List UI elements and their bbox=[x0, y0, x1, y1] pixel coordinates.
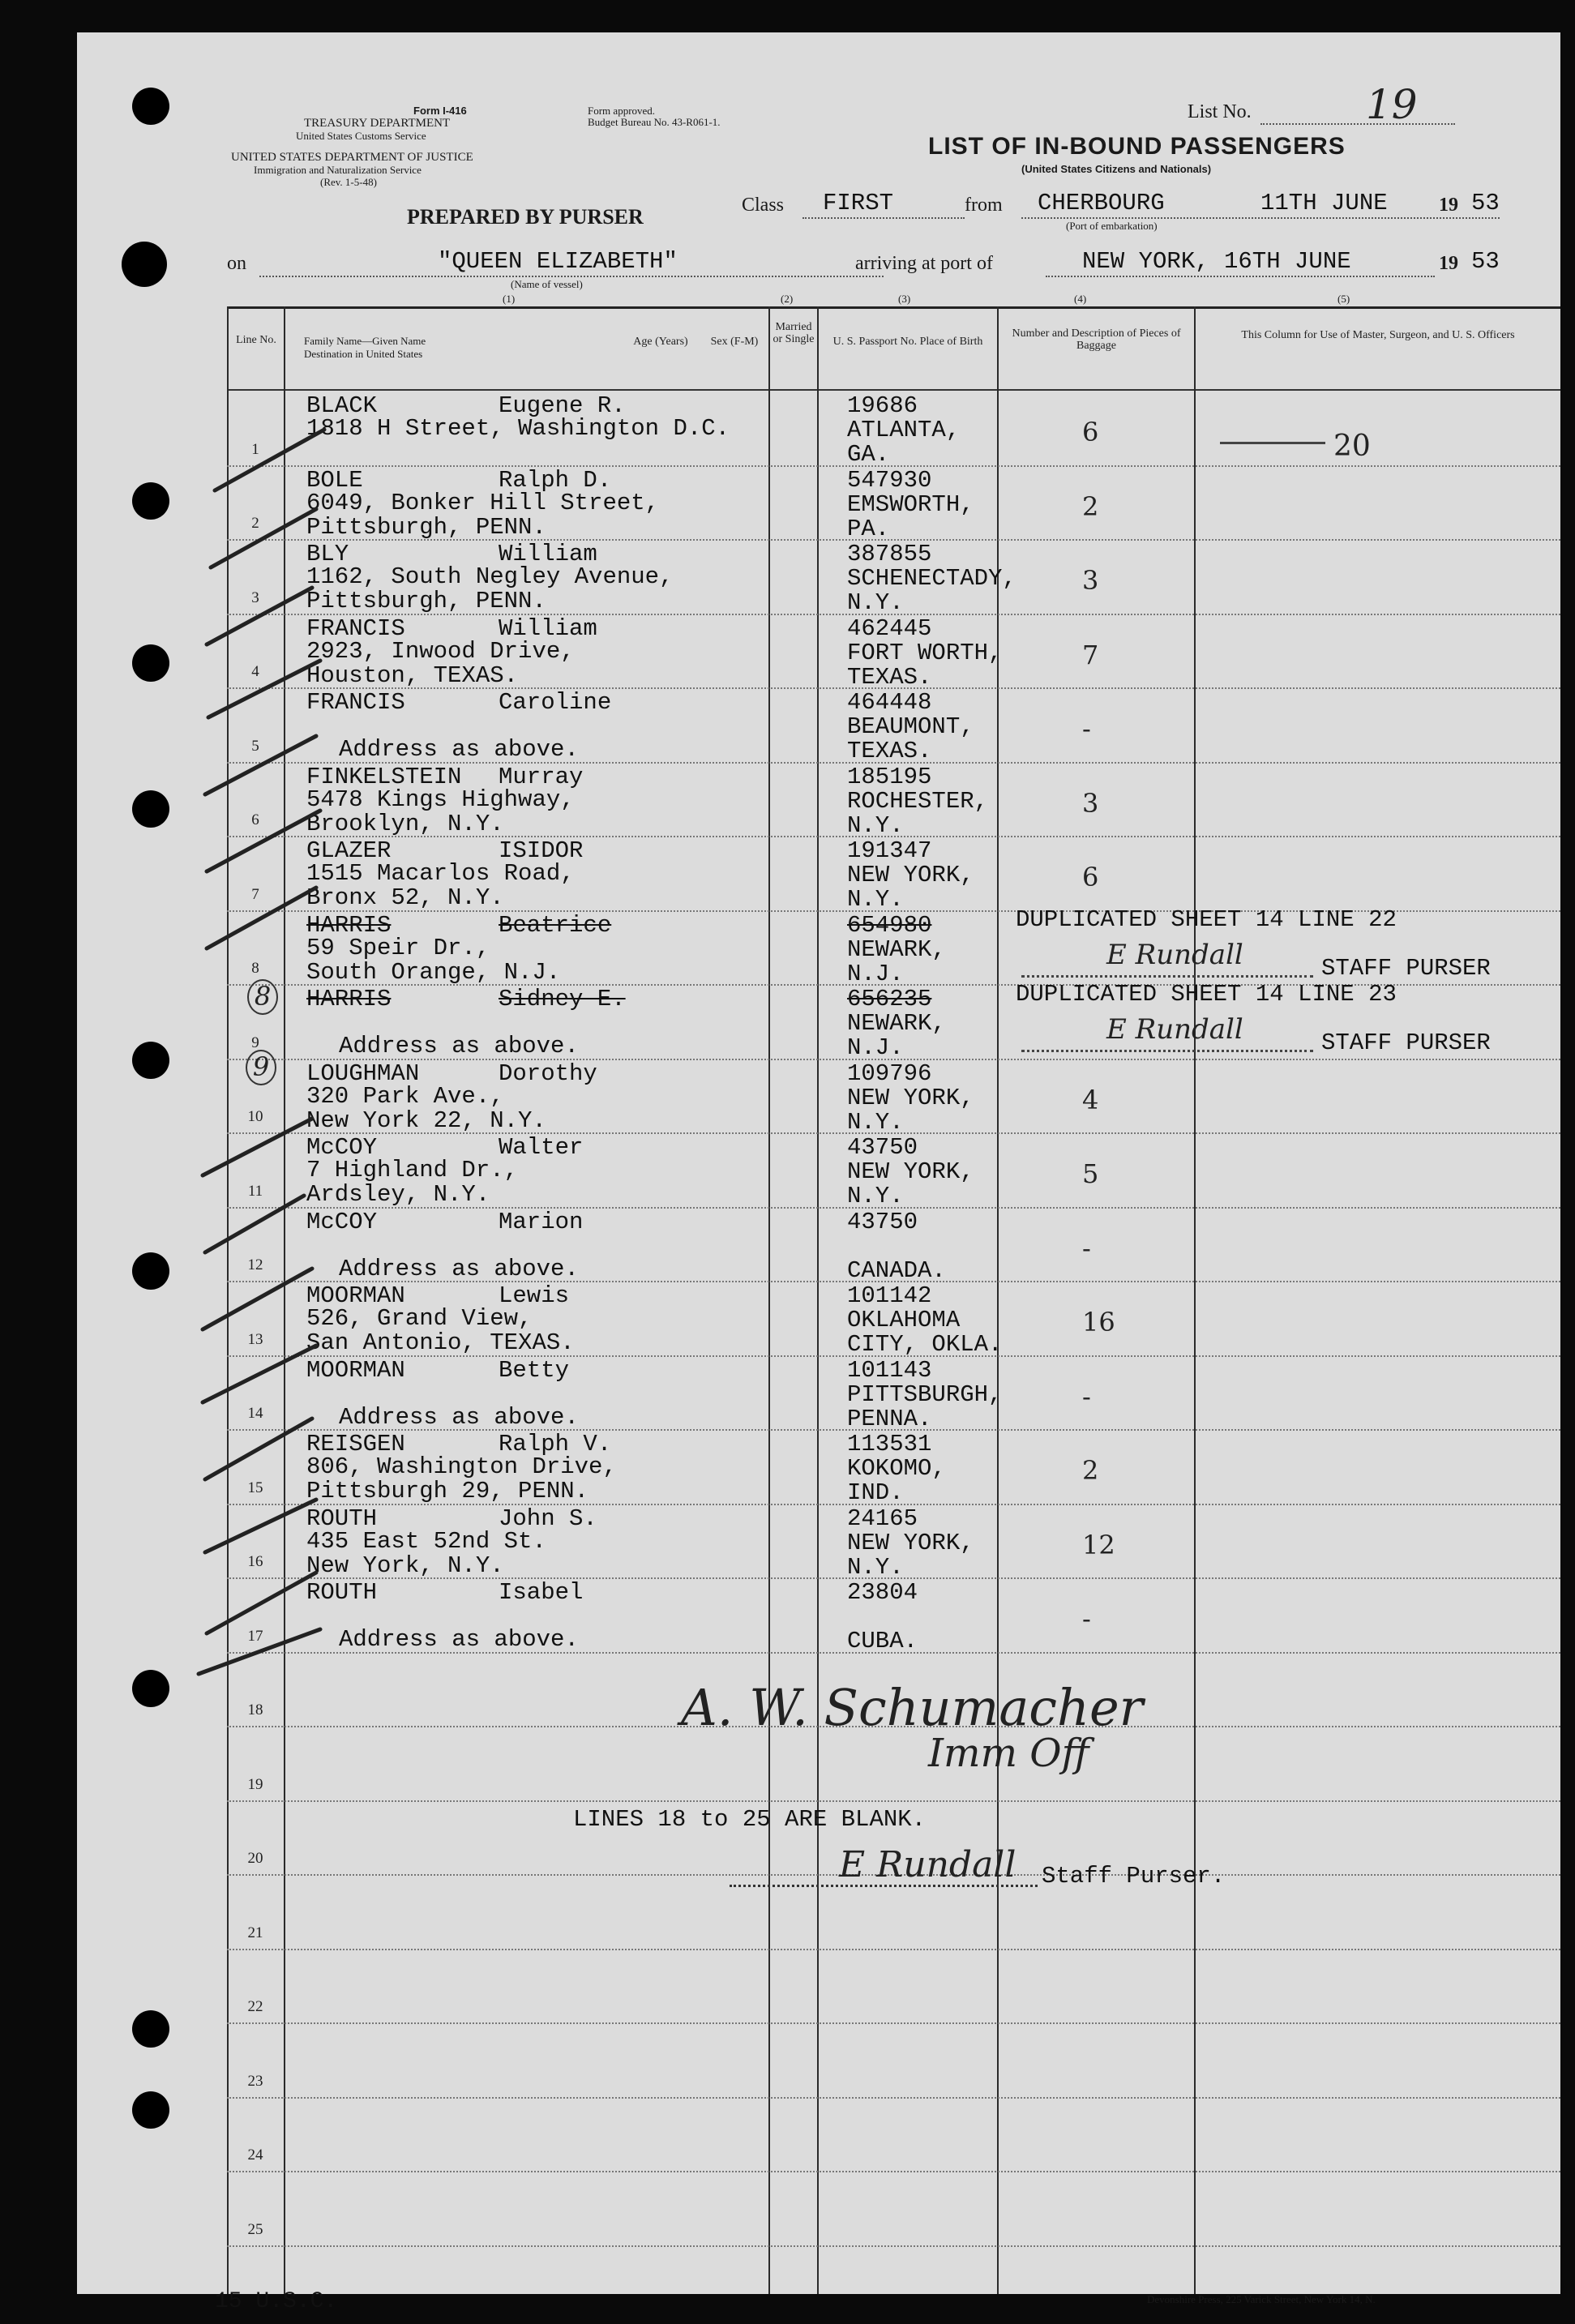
given-name: Ralph D. bbox=[499, 466, 612, 494]
given-name: Marion bbox=[499, 1208, 584, 1235]
address-line-2: Pittsburgh, PENN. bbox=[306, 513, 546, 541]
family-name: HARRIS bbox=[306, 911, 392, 939]
punch-hole bbox=[132, 2091, 169, 2129]
revision-label: (Rev. 1-5-48) bbox=[320, 176, 377, 188]
family-name: HARRIS bbox=[306, 986, 392, 1012]
passport-number: 464448 bbox=[847, 689, 932, 716]
place-of-birth-2: N.Y. bbox=[847, 1183, 904, 1209]
passport-number: 43750 bbox=[847, 1208, 918, 1235]
row-rule bbox=[227, 2171, 1560, 2172]
line-number: 8 bbox=[251, 960, 259, 977]
col-num-3: (3) bbox=[898, 293, 911, 305]
place-of-birth-2: TEXAS. bbox=[847, 738, 932, 764]
place-of-birth-1: FORT WORTH, bbox=[847, 639, 1003, 666]
punch-hole bbox=[132, 644, 169, 682]
address-line-1: 1162, South Negley Avenue, bbox=[306, 563, 674, 590]
given-name: Ralph V. bbox=[499, 1431, 612, 1457]
blank-lines-note: LINES 18 to 25 ARE BLANK. bbox=[573, 1806, 927, 1833]
col-header-baggage: Number and Description of Pieces of Baggage bbox=[1012, 327, 1181, 352]
address-line-2: New York 22, N.Y. bbox=[306, 1106, 546, 1134]
line-number: 19 bbox=[247, 1775, 263, 1793]
baggage-count: 12 bbox=[1082, 1529, 1115, 1560]
address-line-1: 526, Grand View, bbox=[306, 1305, 533, 1332]
given-name: Betty bbox=[499, 1356, 570, 1384]
footer-press: Devonshire Press, 225 Varick Street, New York 14, N. bbox=[1147, 2293, 1376, 2305]
inspector-signature: A. W. Schumacher bbox=[681, 1678, 1144, 1737]
place-of-birth-2: N.Y. bbox=[847, 1108, 904, 1136]
col-header-passport: U. S. Passport No. Place of Birth bbox=[832, 336, 983, 348]
family-name: MOORMAN bbox=[306, 1282, 405, 1309]
baggage-count: 16 bbox=[1082, 1307, 1115, 1337]
passport-number: 24165 bbox=[847, 1504, 918, 1532]
line-number: 16 bbox=[247, 1553, 263, 1570]
list-no-line bbox=[1260, 123, 1455, 125]
address-line-1: 1515 Macarlos Road, bbox=[306, 860, 575, 887]
immigration-label: Immigration and Naturalization Service bbox=[254, 164, 422, 176]
address-line-2: Address as above. bbox=[339, 1033, 579, 1059]
line-number: 14 bbox=[247, 1405, 263, 1422]
line-number: 7 bbox=[251, 885, 259, 903]
col-num-5: (5) bbox=[1337, 293, 1350, 305]
line-number: 6 bbox=[251, 811, 259, 828]
family-name: FINKELSTEIN bbox=[306, 763, 462, 790]
line-number: 2 bbox=[251, 515, 259, 532]
address-line-2: New York, N.Y. bbox=[306, 1551, 504, 1579]
passport-number: 462445 bbox=[847, 614, 932, 642]
given-name: Lewis bbox=[499, 1282, 570, 1309]
duplicated-note-1: DUPLICATED SHEET 14 LINE 22 bbox=[1016, 906, 1397, 933]
passport-number: 656235 bbox=[847, 986, 932, 1012]
address-line-2: Pittsburgh 29, PENN. bbox=[306, 1478, 589, 1504]
given-name: Caroline bbox=[499, 689, 612, 716]
staff-purser-1: STAFF PURSER bbox=[1321, 955, 1491, 982]
purser-signature-2: E Rundall bbox=[1106, 1013, 1243, 1046]
family-name: LOUGHMAN bbox=[306, 1059, 420, 1087]
treasury-label: TREASURY DEPARTMENT bbox=[304, 117, 451, 130]
passport-number: 547930 bbox=[847, 466, 932, 494]
list-no-value: 19 bbox=[1366, 81, 1418, 128]
given-name: Sidney E. bbox=[499, 986, 626, 1012]
passport-number: 191347 bbox=[847, 837, 932, 864]
form-approved: Form approved. bbox=[588, 105, 656, 117]
place-of-birth-1: ROCHESTER, bbox=[847, 787, 989, 815]
line-number: 9 bbox=[251, 1034, 259, 1051]
family-name: BLACK bbox=[306, 392, 378, 419]
col-num-1: (1) bbox=[503, 293, 516, 305]
passport-number: 101143 bbox=[847, 1356, 932, 1384]
line-number: 13 bbox=[247, 1330, 263, 1348]
passport-number: 43750 bbox=[847, 1134, 918, 1161]
line-number: 3 bbox=[251, 588, 259, 606]
check-marks bbox=[182, 413, 426, 1727]
address-line-1: 1818 H Street, Washington D.C. bbox=[306, 415, 730, 442]
col-rule-name bbox=[768, 306, 770, 2294]
row-rule bbox=[227, 2022, 1560, 2024]
signature-line-1 bbox=[1021, 975, 1313, 978]
family-name: BLY bbox=[306, 541, 349, 567]
line-number: 12 bbox=[247, 1256, 263, 1273]
passport-number: 23804 bbox=[847, 1579, 918, 1606]
row-rule bbox=[227, 2097, 1560, 2099]
family-name: FRANCIS bbox=[306, 689, 405, 716]
address-line-2: South Orange, N.J. bbox=[306, 958, 561, 986]
baggage-count: - bbox=[1082, 1232, 1091, 1264]
passport-number: 101142 bbox=[847, 1282, 932, 1309]
place-of-birth-1: PITTSBURGH, bbox=[847, 1380, 1003, 1408]
given-name: William bbox=[499, 541, 597, 567]
circled-line-9: 9 bbox=[246, 1050, 276, 1085]
vessel-line bbox=[259, 276, 884, 277]
place-of-birth-1: OKLAHOMA bbox=[847, 1307, 961, 1333]
address-line-1: 435 East 52nd St. bbox=[306, 1527, 546, 1555]
from-line bbox=[1021, 217, 1500, 219]
circled-line-8: 8 bbox=[247, 979, 278, 1015]
col-rule-passport bbox=[997, 306, 999, 2294]
family-name: McCOY bbox=[306, 1134, 378, 1161]
address-line-1: 320 Park Ave., bbox=[306, 1082, 504, 1110]
address-line-2: Address as above. bbox=[339, 736, 579, 763]
page-subtitle: (United States Citizens and Nationals) bbox=[1021, 163, 1212, 175]
col-header-age: Age (Years) bbox=[633, 336, 688, 348]
family-name: BOLE bbox=[306, 466, 363, 494]
address-line-2: Brooklyn, N.Y. bbox=[306, 810, 504, 837]
year-label-2: 19 bbox=[1439, 253, 1458, 274]
family-name: GLAZER bbox=[306, 837, 392, 864]
address-line-1: 7 Highland Dr., bbox=[306, 1157, 519, 1183]
given-name: Walter bbox=[499, 1134, 584, 1161]
passport-number: 109796 bbox=[847, 1059, 932, 1087]
passport-number: 654980 bbox=[847, 911, 932, 939]
place-of-birth-2: N.Y. bbox=[847, 1553, 904, 1581]
passport-number: 19686 bbox=[847, 392, 918, 419]
given-name: Murray bbox=[499, 763, 584, 790]
arriving-label: arriving at port of bbox=[855, 253, 993, 274]
line-number: 21 bbox=[247, 1924, 263, 1941]
place-of-birth-1: NEWARK, bbox=[847, 1010, 946, 1037]
place-of-birth-2: N.J. bbox=[847, 960, 904, 987]
family-name: ROUTH bbox=[306, 1579, 378, 1606]
col-num-4: (4) bbox=[1074, 293, 1087, 305]
line-number: 23 bbox=[247, 2072, 263, 2090]
address-line-2: Address as above. bbox=[339, 1626, 579, 1653]
passport-number: 387855 bbox=[847, 541, 932, 567]
place-of-birth-1: NEWARK, bbox=[847, 935, 946, 963]
col-rule-baggage bbox=[1194, 306, 1196, 2294]
passport-number: 113531 bbox=[847, 1431, 932, 1457]
line-number: 5 bbox=[251, 737, 259, 755]
place-of-birth-2: CITY, OKLA. bbox=[847, 1331, 1003, 1358]
vessel-value: "QUEEN ELIZABETH" bbox=[438, 248, 678, 275]
col-rule-married bbox=[817, 306, 819, 2294]
from-label: from bbox=[965, 195, 1003, 216]
address-line-1: 5478 Kings Highway, bbox=[306, 785, 575, 813]
prepared-by: PREPARED BY PURSER bbox=[407, 205, 644, 229]
punch-hole bbox=[132, 1670, 169, 1707]
year-value-2: 53 bbox=[1471, 248, 1500, 275]
family-name: ROUTH bbox=[306, 1504, 378, 1532]
col-num-2: (2) bbox=[781, 293, 794, 305]
address-line-2: Pittsburgh, PENN. bbox=[306, 588, 546, 614]
arrival-date: 16TH JUNE bbox=[1224, 248, 1351, 275]
place-of-birth-1: SCHENECTADY, bbox=[847, 565, 1016, 592]
address-line-2: Address as above. bbox=[339, 1403, 579, 1431]
address-line-2: San Antonio, TEXAS. bbox=[306, 1329, 575, 1356]
line-number: 1 bbox=[251, 440, 259, 458]
staff-purser-2: STAFF PURSER bbox=[1321, 1029, 1491, 1056]
line-number: 15 bbox=[247, 1479, 263, 1496]
col-header-married: Married or Single bbox=[773, 321, 815, 345]
place-of-birth-1: ATLANTA, bbox=[847, 417, 961, 443]
embark-date: 11TH JUNE bbox=[1260, 190, 1388, 216]
on-label: on bbox=[227, 253, 246, 274]
staff-purser-label: Staff Purser. bbox=[1042, 1863, 1226, 1890]
customs-label: United States Customs Service bbox=[296, 130, 426, 142]
address-line-1: 6049, Bonker Hill Street, bbox=[306, 489, 660, 516]
table-top-border bbox=[227, 306, 1560, 309]
purser-signature-1: E Rundall bbox=[1106, 939, 1243, 971]
inspector-title: Imm Off bbox=[928, 1731, 1089, 1776]
given-name: ISIDOR bbox=[499, 837, 584, 864]
col-header-name: Family Name—Given Name bbox=[304, 335, 426, 347]
place-of-birth-2: GA. bbox=[847, 441, 890, 468]
address-line-1: 2923, Inwood Drive, bbox=[306, 637, 575, 665]
punch-hole bbox=[132, 88, 169, 125]
punch-hole bbox=[132, 482, 169, 520]
baggage-count: 7 bbox=[1082, 639, 1099, 670]
line-number: 25 bbox=[247, 2220, 263, 2238]
col-header-sex: Sex (F-M) bbox=[710, 336, 759, 348]
budget-bureau: Budget Bureau No. 43-R061-1. bbox=[588, 116, 721, 128]
class-value: FIRST bbox=[823, 190, 894, 216]
address-line-2: Address as above. bbox=[339, 1255, 579, 1282]
from-value: CHERBOURG bbox=[1038, 190, 1165, 216]
baggage-count: 3 bbox=[1082, 565, 1099, 596]
place-of-birth-2: PENNA. bbox=[847, 1405, 932, 1432]
line-number: 11 bbox=[247, 1182, 263, 1200]
col-header-line: Line No. bbox=[236, 334, 276, 346]
baggage-count: 2 bbox=[1082, 490, 1099, 522]
baggage-count: 6 bbox=[1082, 417, 1099, 447]
duplicated-note-2: DUPLICATED SHEET 14 LINE 23 bbox=[1016, 981, 1397, 1008]
place-of-birth-1: NEW YORK, bbox=[847, 862, 974, 888]
officer-dash bbox=[1220, 442, 1325, 444]
baggage-count: 4 bbox=[1082, 1084, 1099, 1115]
officer-note: 20 bbox=[1333, 430, 1371, 463]
place-of-birth-1: NEW YORK, bbox=[847, 1529, 974, 1556]
baggage-count: 6 bbox=[1082, 862, 1099, 892]
place-of-birth-2: CUBA. bbox=[847, 1628, 918, 1654]
footer-usc: 15 U.S.C. bbox=[215, 2289, 338, 2314]
passport-number: 185195 bbox=[847, 763, 932, 790]
address-line-1: 59 Speir Dr., bbox=[306, 934, 490, 961]
place-of-birth-1: NEW YORK, bbox=[847, 1084, 974, 1111]
line-number: 22 bbox=[247, 1998, 263, 2015]
address-line-2: Ardsley, N.Y. bbox=[306, 1181, 490, 1208]
given-name: John S. bbox=[499, 1504, 597, 1532]
line-number: 24 bbox=[247, 2146, 263, 2164]
class-line bbox=[802, 217, 965, 219]
row-rule bbox=[227, 1949, 1560, 1950]
purser-signature-line bbox=[730, 1885, 1038, 1887]
line-number: 4 bbox=[251, 663, 259, 680]
place-of-birth-2: TEXAS. bbox=[847, 663, 932, 691]
family-name: McCOY bbox=[306, 1208, 378, 1235]
page-title: LIST OF IN-BOUND PASSENGERS bbox=[928, 133, 1346, 160]
form-number: Form I-416 bbox=[413, 105, 467, 117]
place-of-birth-1: BEAUMONT, bbox=[847, 713, 974, 740]
place-of-birth-2: N.J. bbox=[847, 1034, 904, 1061]
family-name: MOORMAN bbox=[306, 1356, 405, 1384]
arrival-line bbox=[1046, 276, 1435, 277]
given-name: Dorothy bbox=[499, 1059, 597, 1087]
baggage-count: - bbox=[1082, 1603, 1091, 1634]
address-line-2: Bronx 52, N.Y. bbox=[306, 884, 504, 911]
baggage-count: 5 bbox=[1082, 1158, 1099, 1189]
punch-hole bbox=[132, 790, 169, 828]
place-of-birth-2: IND. bbox=[847, 1479, 904, 1506]
place-of-birth-2: N.Y. bbox=[847, 589, 904, 616]
place-of-birth-2: PA. bbox=[847, 515, 890, 542]
line-number: 18 bbox=[247, 1701, 263, 1718]
list-no-label: List No. bbox=[1188, 101, 1252, 122]
line-number: 20 bbox=[247, 1850, 263, 1867]
place-of-birth-1: KOKOMO, bbox=[847, 1455, 946, 1482]
baggage-count: - bbox=[1082, 713, 1091, 744]
baggage-count: 2 bbox=[1082, 1455, 1099, 1486]
punch-hole bbox=[132, 2010, 169, 2048]
place-of-birth-2: CANADA. bbox=[847, 1256, 946, 1284]
justice-label: UNITED STATES DEPARTMENT OF JUSTICE bbox=[231, 151, 473, 164]
line-number: 17 bbox=[247, 1627, 263, 1645]
col-header-destination: Destination in United States bbox=[304, 348, 423, 360]
vessel-note: (Name of vessel) bbox=[511, 278, 583, 290]
place-of-birth-1: NEW YORK, bbox=[847, 1158, 974, 1185]
place-of-birth-1: EMSWORTH, bbox=[847, 490, 974, 518]
baggage-count: - bbox=[1082, 1380, 1091, 1412]
purser-signature-main: E Rundall bbox=[839, 1844, 1016, 1885]
row-rule bbox=[227, 1800, 1560, 1802]
class-label: Class bbox=[742, 195, 785, 216]
place-of-birth-2: N.Y. bbox=[847, 886, 904, 913]
year-label-1: 19 bbox=[1439, 195, 1458, 216]
table-header-border bbox=[227, 389, 1560, 391]
address-line-2: Houston, TEXAS. bbox=[306, 661, 519, 689]
family-name: REISGEN bbox=[306, 1431, 405, 1457]
given-name: William bbox=[499, 614, 597, 642]
line-number: 10 bbox=[247, 1108, 263, 1125]
col-header-officers: This Column for Use of Master, Surgeon, and U. S. Officers bbox=[1241, 329, 1515, 341]
signature-line-2 bbox=[1021, 1050, 1313, 1052]
punch-hole bbox=[132, 1252, 169, 1290]
year-value-1: 53 bbox=[1471, 190, 1500, 216]
family-name: FRANCIS bbox=[306, 614, 405, 642]
punch-hole bbox=[132, 1042, 169, 1079]
row-rule bbox=[227, 2245, 1560, 2247]
port-embark-note: (Port of embarkation) bbox=[1066, 220, 1158, 232]
given-name: Beatrice bbox=[499, 911, 612, 939]
place-of-birth-2: N.Y. bbox=[847, 811, 904, 839]
arrival-port: NEW YORK, bbox=[1082, 248, 1209, 275]
baggage-count: 3 bbox=[1082, 787, 1099, 819]
address-line-1: 806, Washington Drive, bbox=[306, 1453, 617, 1480]
manifest-sheet bbox=[77, 32, 1560, 2314]
given-name: Isabel bbox=[499, 1579, 584, 1606]
punch-hole bbox=[122, 242, 167, 287]
given-name: Eugene R. bbox=[499, 392, 626, 419]
